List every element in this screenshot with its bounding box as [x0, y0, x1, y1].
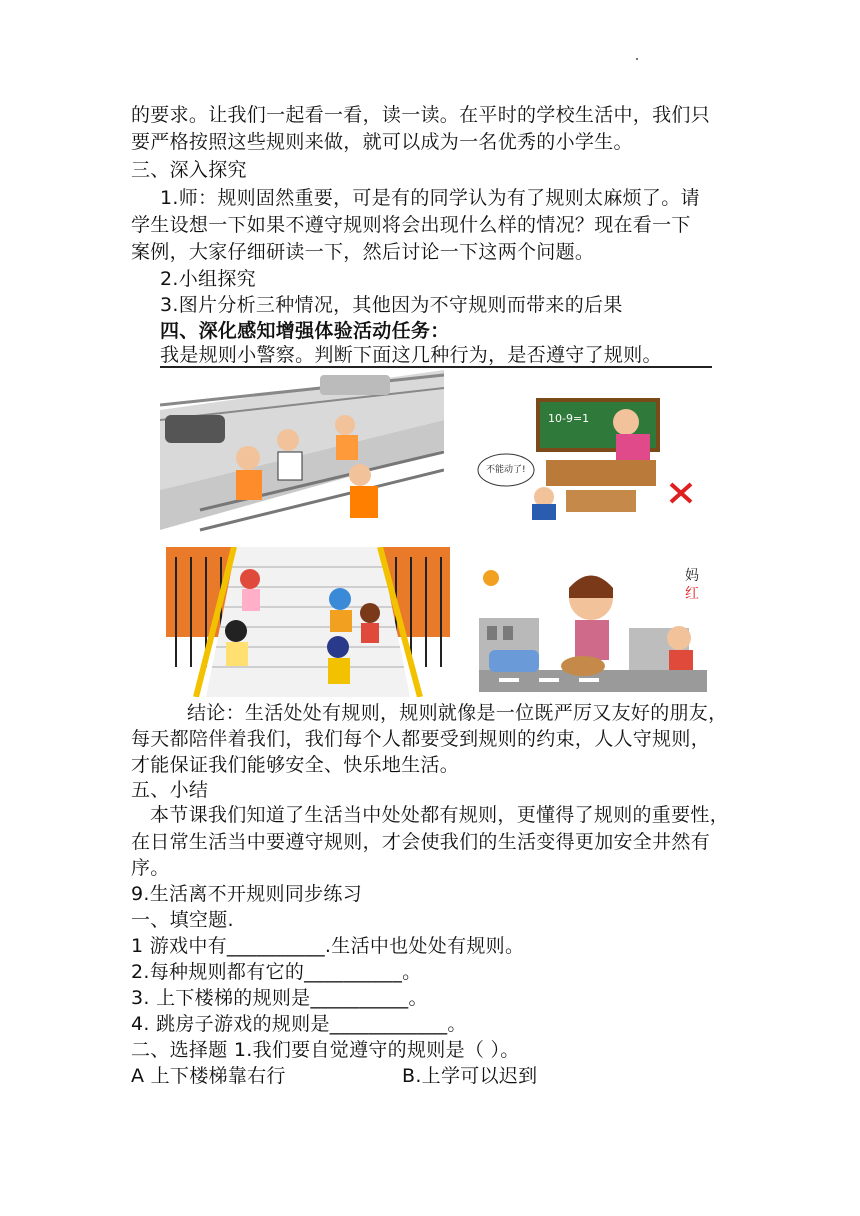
text-line: 3.图片分析三种情况，其他因为不守规则而带来的后果	[160, 294, 623, 316]
text-line: 2.小组探究	[160, 268, 256, 290]
illustration-staircase	[166, 547, 450, 697]
text-line: 学生设想一下如果不遵守规则将会出现什么样的情况？现在看一下	[131, 214, 691, 236]
text-line: 序。	[131, 857, 170, 879]
page-dot	[636, 58, 638, 60]
svg-text:10-9=1: 10-9=1	[548, 412, 590, 425]
text-line: 结论：生活处处有规则，规则就像是一位既严厉又友好的朋友，	[187, 702, 728, 724]
text-line: 在日常生活当中要遵守规则，才会使我们的生活变得更加安全井然有	[131, 831, 711, 853]
text-line: 要严格按照这些规则来做，就可以成为一名优秀的小学生。	[131, 131, 633, 153]
illustration-classroom	[466, 372, 712, 538]
question-line: 1 游戏中有__________.生活中也处处有规则。	[131, 935, 525, 957]
text-line: 案例，大家仔细研读一下，然后讨论一下这两个问题。	[131, 241, 595, 263]
svg-text:不能动了!: 不能动了!	[486, 465, 526, 475]
children-climbing-fence-icon	[160, 370, 444, 537]
classroom-boy-running-icon	[466, 372, 712, 538]
text-line: 的要求。让我们一起看一看，读一读。在平时的学校生活中，我们只	[131, 104, 711, 126]
section-heading: 五、小结	[131, 779, 209, 801]
children-on-staircase-icon	[166, 547, 450, 697]
mother-crossing-street-icon	[479, 558, 707, 692]
text-line: 1.师：规则固然重要，可是有的同学认为有了规则太麻烦了。请	[160, 187, 700, 209]
text-line: 本节课我们知道了生活当中处处都有规则，更懂得了规则的重要性，	[150, 804, 730, 826]
option-a: A 上下楼梯靠右行	[131, 1065, 286, 1087]
section-heading: 四、深化感知增强体验活动任务：	[160, 320, 450, 342]
question-line: 3. 上下楼梯的规则是__________。	[131, 987, 428, 1009]
svg-text:妈: 妈	[685, 568, 699, 584]
question-line: 二、选择题 1.我们要自觉遵守的规则是（ ）。	[131, 1039, 520, 1061]
section-heading: 一、填空题.	[131, 909, 234, 931]
section-heading: 三、深入探究	[131, 159, 247, 181]
text-line: 我是规则小警察。判断下面这几种行为，是否遵守了规则。	[160, 344, 662, 366]
exercise-title: 9.生活离不开规则同步练习	[131, 883, 363, 905]
option-b: B.上学可以迟到	[402, 1065, 538, 1087]
illustration-street	[479, 558, 707, 692]
question-line: 2.每种规则都有它的__________。	[131, 961, 422, 983]
divider	[160, 366, 712, 368]
question-line: 4. 跳房子游戏的规则是____________。	[131, 1013, 467, 1035]
illustration-highway	[160, 370, 444, 537]
text-line: 才能保证我们能够安全、快乐地生活。	[131, 754, 460, 776]
text-line: 每天都陪伴着我们，我们每个人都要受到规则的约束，人人守规则，	[131, 728, 711, 750]
svg-text:红: 红	[685, 586, 699, 602]
